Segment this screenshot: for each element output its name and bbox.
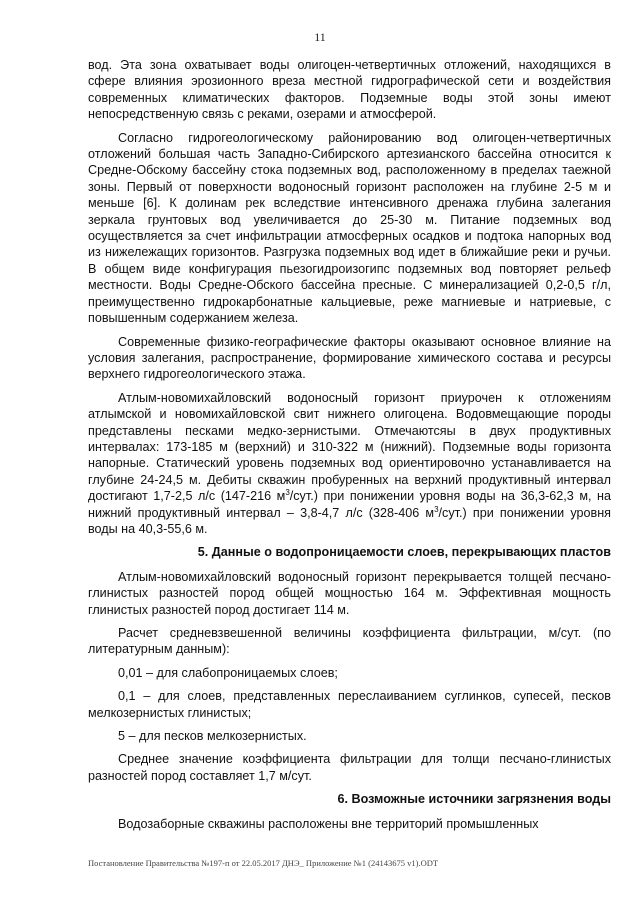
text-run: /сут.) при понижении уровня воды на 40,3-55,6 м. (88, 505, 611, 536)
text-run: Атлым-новомихайловский водоносный горизонт приурочен к отложениям атлымской и новомихайловской свит нижнего олигоцена. Водовмещающие породы представлены песками медко-зернистыми. Отмечаютсяы в двух продуктивных интервалах: 173-185 м (верхний) и 310-322 м (нижний). Подземные воды горизонта напорные. Статический уровень подземных вод ориентировочно устанавливается на глубине 24-24,5 м. Дебиты скважин пробуренных на верхний продуктивный интервал достигают 1,7-2,5 л/с (147-216 м (88, 390, 611, 504)
paragraph: Атлым-новомихайловский водоносный горизонт перекрывается толщей песчано-глинистых разностей пород общей мощностью 164 м. Эффективная мощность глинистых разностей пород достигает 114 м. (88, 569, 611, 617)
superscript: 3 (285, 487, 290, 497)
paragraph: Современные физико-географические факторы оказывают основное влияние на условия залегания, распространение, формирование химического состава и ресурсы верхнего гидрогеологического этажа. (88, 334, 611, 382)
document-body (88, 57, 611, 839)
paragraph: вод. Эта зона охватывает воды олигоцен-четвертичных отложений, находящихся в сфере влияния эрозионного вреза местной гидрографической сети и воздействия современных климатических факторов. Подземные воды этой зоны имеют непосредственную связь с реками, озерами и атмосферой. (88, 58, 611, 122)
text-run: /сут.) при понижении уровня воды на 36,3-62,3 м, на нижний продуктивный интервал – 3,8-4,7 л/с (328-406 м (88, 489, 611, 520)
page-number: 11 (314, 30, 326, 44)
page-footer: Постановление Правительства №197-п от 22.05.2017 ДНЭ_ Приложение №1 (24143675 v1).ODT (88, 858, 439, 868)
paragraph: Водозаборные скважины расположены вне территорий промышленных (118, 816, 539, 831)
paragraph-atlym (88, 390, 611, 538)
list-item: 0,1 – для слоев, представленных переслаиванием суглинков, супесей, песков мелкозернистых глинистых; (88, 689, 611, 720)
section-heading-5: 5. Данные о водопроницаемости слоев, перекрывающих пластов (197, 545, 611, 560)
superscript: 3 (434, 504, 439, 514)
paragraph: Расчет средневзвешенной величины коэффициента фильтрации, м/сут. (по литературным данным): (88, 626, 611, 657)
section-heading-6: 6. Возможные источники загрязнения воды (337, 792, 611, 807)
list-item: 5 – для песков мелкозернистых. (118, 729, 307, 744)
paragraph: Среднее значение коэффициента фильтрации для толщи песчано-глинистых разностей пород составляет 1,7 м/сут. (88, 752, 611, 783)
list-item: 0,01 – для слабопроницаемых слоев; (118, 665, 338, 680)
paragraph: Согласно гидрогеологическому районированию вод олигоцен-четвертичных отложений большая часть Западно-Сибирского артезианского бассейна относится к Средне-Обскому бассейну стока подземных вод, расположенному в пределах таежной зоны. Первый от поверхности водоносный горизонт расположен на глубине 2-5 м и меньше [6]. К долинам рек вследствие интенсивного дренажа глубина залегания зеркала грунтовых вод увеличивается до 25-30 м. Питание подземных вод осуществляется за счет инфильтрации атмосферных осадков и подтока напорных вод из нижележащих горизонтов. Разгрузка подземных вод идет в ближайшие реки и ручьи. В общем виде конфигурация пьезогидроизогипс подземных вод повторяет рельеф местности. Воды Средне-Обского бассейна пресные. С минерализацией 0,2-0,5 г/л, преимущественно гидрокарбонатные кальциевые, реже магниевые и натриевые, с повышенным содержанием железа. (88, 130, 611, 326)
